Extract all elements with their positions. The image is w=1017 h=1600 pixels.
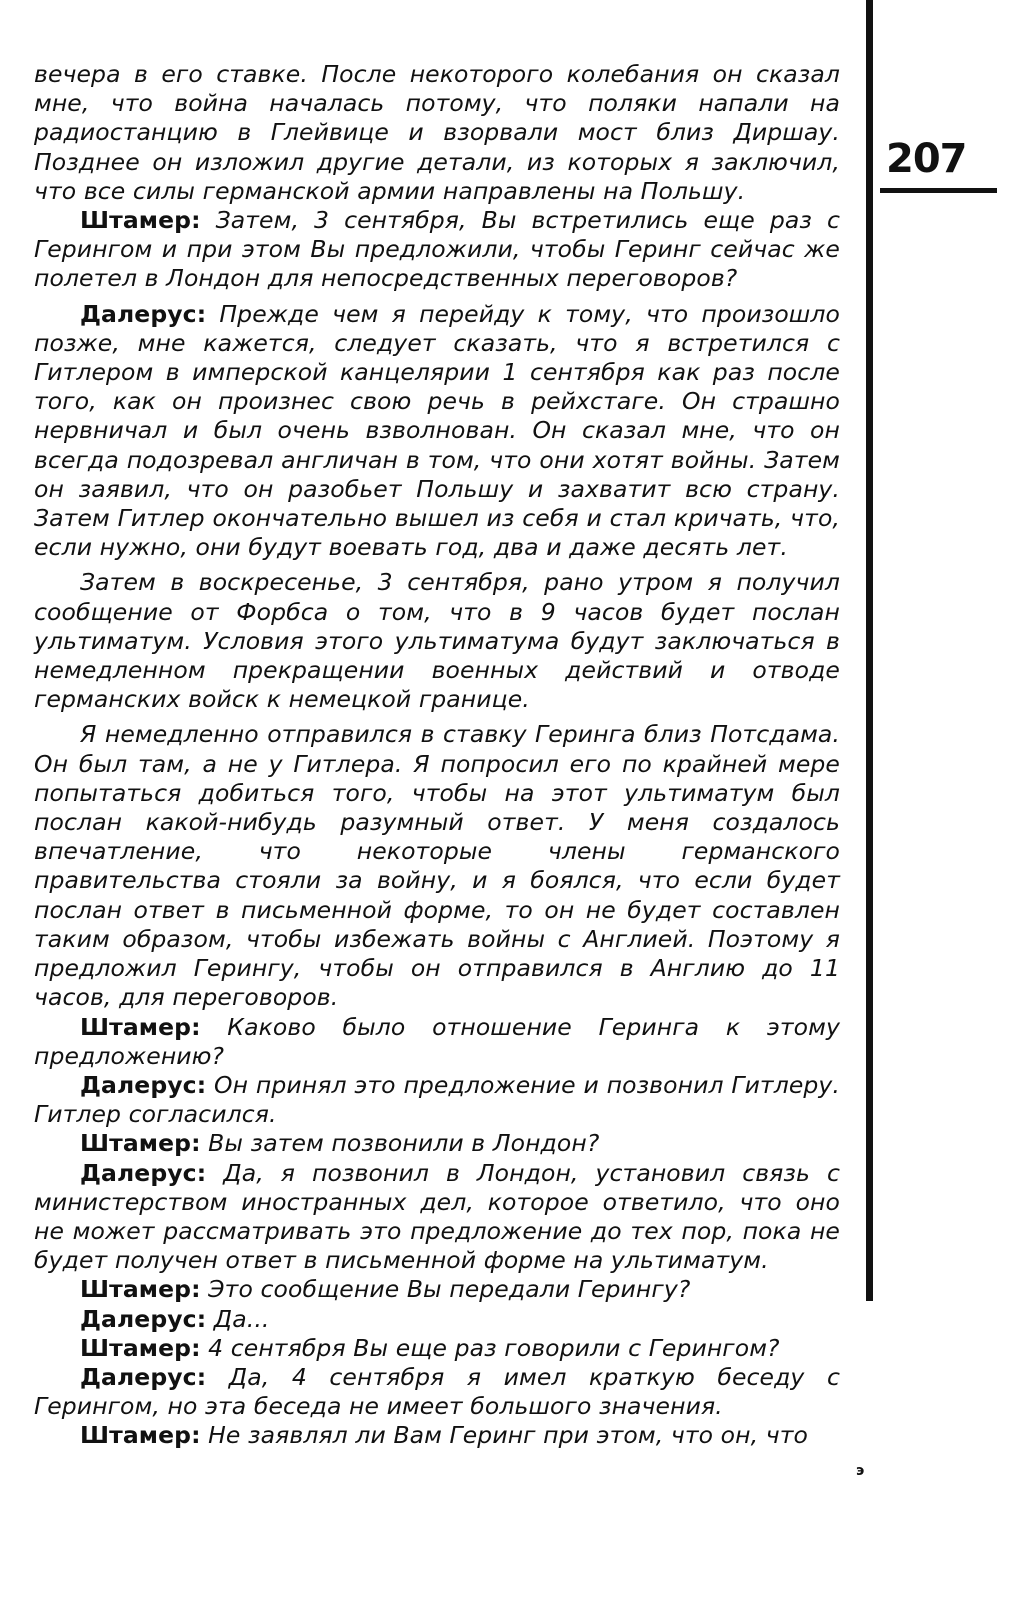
speaker-label: Штамер:	[80, 1129, 201, 1158]
body-text	[34, 60, 840, 1451]
paragraph	[34, 1421, 840, 1450]
paragraph-text: Да, 4 сентября я имел краткую беседу с Герингом, но эта беседа не имеет большого значения.	[34, 1362, 840, 1421]
paragraph-text: вечера в его ставке. После некоторого колебания он сказал мне, что война началась потому, что поляки напали на радиостанцию в Глейвице и взорвали мост близ Диршау. Позднее он изложил другие детали, из которых я заключил, что все силы германской армии направлены на Польшу.	[34, 60, 840, 205]
paragraph-text: Затем, 3 сентября, Вы встретились еще раз с Герингом и при этом Вы предложили, чтобы Геринг сейчас же полетел в Лондон для непосредственных переговоров?	[34, 206, 840, 293]
paragraph	[34, 568, 840, 714]
paragraph	[34, 300, 840, 563]
paragraph	[34, 1129, 840, 1158]
speaker-label: Далерус:	[80, 1070, 207, 1099]
margin-vertical-rule	[866, 0, 873, 1301]
paragraph-text: Не заявлял ли Вам Геринг при этом, что он, что	[200, 1421, 808, 1450]
paragraph	[34, 1305, 840, 1334]
paragraph-text: Я немедленно отправился в ставку Геринга близ Потсдама. Он был там, а не у Гитлера. Я попросил его по крайней мере попытаться добиться того, чтобы на этот ультиматум был послан какой-нибудь разумный ответ. У меня создалось впечатление, что некоторые члены германского правительства стояли за войну, и я боялся, что если будет послан ответ в письменной форме, то он не будет составлен таким образом, чтобы избежать войны с Англией. Поэтому я предложил Герингу, чтобы он отправился в Англию до 11 часов, для переговоров.	[34, 720, 840, 1012]
speaker-label: Далерус:	[80, 1362, 207, 1391]
paragraph-text: Он принял это предложение и позвонил Гитлеру. Гитлер согласился.	[34, 1070, 840, 1129]
paragraph-text: Да...	[206, 1304, 270, 1333]
speaker-label: Штамер:	[80, 1275, 201, 1304]
paragraph-text: Да, я позвонил в Лондон, установил связь с министерством иностранных дел, которое ответило, что оно не может рассматривать это предложение до тех пор, пока не будет получен ответ в письменной форме на ультиматум.	[34, 1158, 840, 1275]
paragraph-text: 4 сентября Вы еще раз говорили с Герингом?	[200, 1333, 780, 1362]
paragraph-text: Каково было отношение Геринга к этому предложению?	[34, 1012, 840, 1070]
paragraph-text: Затем в воскресенье, 3 сентября, рано утром я получил сообщение от Форбса о том, что в 9 часов будет послан ультиматум. Условия этого ультиматума будут заключаться в немедленном прекращении военных действий и отводе германских войск к немецкой границе.	[34, 568, 840, 714]
paragraph	[34, 60, 840, 206]
margin-mark: э	[856, 1463, 865, 1479]
paragraph-text: Вы затем позвонили в Лондон?	[200, 1129, 600, 1158]
paragraph-text: Это сообщение Вы передали Герингу?	[200, 1275, 691, 1304]
paragraph	[34, 1334, 840, 1363]
paragraph	[34, 1275, 840, 1304]
paragraph	[34, 206, 840, 294]
paragraph-text: Прежде чем я перейду к тому, что произошло позже, мне кажется, следует сказать, что я встретился с Гитлером в имперской канцелярии 1 сентября как раз после того, как он произнес свою речь в рейхстаге. Он страшно нервничал и был очень взволнован. Он сказал мне, что он всегда подозревал англичан в том, что они хотят войны. Затем он заявил, что он разобьет Польшу и захватит всю страну. Затем Гитлер окончательно вышел из себя и стал кричать, что, если нужно, они будут воевать год, два и даже десять лет.	[34, 299, 840, 562]
page-number-underline	[880, 188, 997, 193]
speaker-label: Далерус:	[80, 1158, 207, 1187]
paragraph	[34, 1013, 840, 1071]
speaker-label: Штамер:	[80, 1012, 201, 1041]
paragraph	[34, 1071, 840, 1129]
paragraph	[34, 720, 840, 1012]
speaker-label: Далерус:	[80, 299, 207, 328]
speaker-label: Штамер:	[80, 206, 201, 235]
speaker-label: Далерус:	[80, 1304, 207, 1333]
page-number: 207	[886, 136, 967, 182]
speaker-label: Штамер:	[80, 1333, 201, 1362]
speaker-label: Штамер:	[80, 1421, 201, 1450]
paragraph	[34, 1363, 840, 1421]
paragraph	[34, 1159, 840, 1276]
